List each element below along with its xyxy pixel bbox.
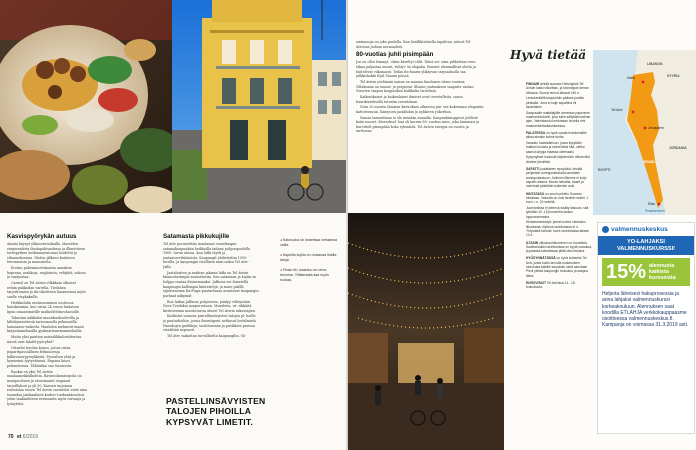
- article-text: [356, 60, 484, 202]
- paragraph: eminnuoja on joka puolella. Kun lionfliktialuella tapahtuu, näissä Tel Avivissa juduua normaalisti.: [356, 40, 471, 49]
- map-label-red-sea: Punainenmeri: [645, 209, 665, 213]
- caption-item: [280, 268, 338, 282]
- caption-text: Katuruoka on israelissa vertaansa vailla.: [280, 238, 337, 247]
- map-label-jerusalem: Jerusalem: [648, 126, 664, 130]
- food-illustration: [0, 0, 172, 213]
- fact-item: [526, 141, 592, 154]
- paragraph: Tel Avivin yöelämän maine on maassa kuuluisen viime vuosina. Villakuinia on tonnai- ja perjantai- illoinin juuttaaksen saapatte vaolan. Nuorten saapuu kaupunkiin kuikkalta Israelista.: [356, 79, 475, 94]
- building-illustration: [172, 0, 347, 213]
- map-label-israel: ISRAEL: [643, 160, 656, 164]
- folio: [8, 434, 38, 440]
- photo-captions: [280, 238, 338, 282]
- paragraph: Tel Aviv perustettiin muutamat vuosittaapin satamakaupunkiin heikkoilla taifaan pohjoispuolella 1900- luvun alussa, kun luffa täytti ja jautaatuvettulaisista. Kaupungit yhdistettiin 1950- luvulla, ja kaupungin virallinen nimi onkin Tel Aviv - Jaffa.: [163, 242, 250, 269]
- map-label-egypt: EGYPTI: [598, 168, 611, 172]
- paragraph: Tel Aviv vaikuttaa turvalliselta kaupungilta. Vä-: [167, 334, 246, 339]
- ad-brand-bar: [598, 223, 694, 236]
- fact-text: Kysymykset kuuluvat käytännöön rikkarnöliä tärvitse jännittää.: [526, 155, 590, 164]
- caption-bullet-icon: ◂: [280, 238, 283, 242]
- caption-text: Kapeilla kujilla on mukavaa lhailla taloja.: [280, 253, 337, 262]
- fact-label: EUROVISIOT: [526, 280, 547, 285]
- section-heading: 80-vuotias juhli pisimpään: [356, 51, 434, 59]
- fact-text: Saapuvalle mattallajälle annetaan paperinen maahantulokortti, joka tulee säilyttää mathan ajan. Valmistaudu kertomaan huvella rimi maahantulotarkastuksessa.: [526, 110, 591, 128]
- left-page: [0, 0, 347, 450]
- advertisement[interactable]: [597, 222, 695, 434]
- paragraph: Jaatalaisten ja arabien jakama laffa on Tel Avivin kiinnostavimpia asuinalueita. Sen satamaan ja kujiin on helppo rantaa iltaisemmaksi. Jaffassa voi ihmetellä kaupungin kallempia kiinteistöjä, ja mare päällä sijaitseavana Ha'Pisga-puutarhassa avautuvat kaupungin parhaat näkymät.: [163, 270, 259, 298]
- fact-label: FINNAIR: [526, 82, 540, 86]
- caption-item: [280, 253, 338, 262]
- night-street-illustration: [348, 213, 504, 450]
- caption-item: [280, 238, 338, 247]
- fact-label: SAPATTI: [526, 167, 540, 172]
- fact-item: [526, 167, 592, 188]
- info-facts: [526, 82, 592, 427]
- map-label-syria: SYYRIA: [667, 74, 680, 78]
- fact-text: Tel Avivissa 14.- 18. toukokuuta.: [526, 280, 576, 290]
- paragraph: Kurkistat sonnien pastellinsävyisten talojen pi- hoille ja puutarheihin, joissa ilmentipuut notkuvat hedelmistä. Hauskojen graffiteja, taulchustaan ja putikkien parissa vierähtää nopeasti.: [163, 314, 257, 333]
- section-heading: Kasvispyörykän autuus: [7, 233, 77, 240]
- ad-brand: valmennuskeskus: [611, 226, 668, 233]
- ad-body: Helpota läheisesi hakuprosessia ja anna lahjaksi valmennuskurssi korkeakouluun. Alennuksen saat koodilla ETLAHJA verkkokauppaasme osoitteessa valmennuskeskus.fi. Kampanja on voimassa 31.3.2019 asti.: [602, 291, 689, 329]
- paragraph: Ron laikaa Jaffassa pohjoiseen, päätyy viihtyisään Neve Tzedekin naapurustoon. Muraleita, vä- rikkäitä kivitoseemia moodostavia alueet Tel Avivin rakentajien.: [163, 299, 256, 313]
- food-photo: [0, 0, 172, 213]
- issue-number: 6/2019: [22, 434, 39, 440]
- fact-item: [526, 206, 592, 219]
- fact-label: ILTASIN: [526, 240, 539, 245]
- map-label-tel-aviv: Tel Aviv: [611, 108, 623, 112]
- fact-item: [526, 192, 592, 205]
- haifa-dot: [642, 81, 645, 84]
- fact-text: lentää suoraan Helsingistä Tel Aviviin kaksi viikoittain, ja Norwegian kerran viikossa. Suorat lennot alkavat 150 e.: [526, 82, 589, 95]
- map-label-jordan: JORDANIA: [669, 146, 687, 150]
- paragraph: Carmel on Tel Avivin vilkkkain ulkoiset ertäin pakkadan varrella. Tiedahen tarjoittomien ja iki-vikoitteen haarasenaa myös suelle etsykaksille.: [7, 281, 86, 299]
- israel-map: [593, 50, 696, 215]
- magazine-name: et: [16, 434, 22, 440]
- paragraph: Ainiini käynyt ylikasvisruokailla. Mareiden etamuvadrita ilmitapahtuadessa ja illimetiteen torttipyttien hetkiamaristomat hoidettii ja vihannekseissa. Niiden jälkeen kasketen leivonnaisia ja maasatotta.: [7, 242, 86, 265]
- fact-item: [526, 220, 592, 237]
- section-harbor: [163, 233, 259, 393]
- section-street-food: [7, 233, 87, 428]
- fact-label: PALATESSA: [526, 130, 546, 135]
- ad-discount: 15%: [606, 261, 647, 284]
- ad-headline: YO-LAHJAKSI VALMENNUSKURSSI!: [598, 236, 694, 255]
- fact-text: Hintaesimerkkejä: pienet kolme ostoksien liikuntasta, ölyttova ravintolassa ei n. Yhtyvästä kahvila: tuore ravintolassa alkaen 13 e.: [526, 220, 590, 238]
- fact-text: juutalainen lepopäivä, kestää perjantain auringonlaskusta lauantain auringonlaskuun. Julkinen liikenne ei kulje sapatin aikana. Monta hahattia, baarit ja ravintolat pidettään kuitenkin auki.: [526, 167, 587, 189]
- fact-item: [526, 111, 592, 128]
- info-box-title: Hyvä tietää: [510, 48, 587, 62]
- paragraph: Erotun puhenmoottimaista annaksie heprana, arahkoja, englaiseta, vehtjätä, sakssa ja surajustaa.: [7, 266, 86, 280]
- section-heading: Satamasta pikkukujille: [163, 233, 230, 240]
- fact-item: [526, 131, 592, 140]
- fact-text: on hyvä varata lentokentälle aikaa ainakin kolme tuntia.: [526, 130, 587, 140]
- brand-logo-icon: [602, 226, 609, 233]
- map-label-haifa: Haifa: [627, 76, 635, 80]
- page-number: 70: [8, 434, 14, 440]
- paragraph: Ruokia on yksi Tel Avivin maalaamekkulkohtia. Ravintolaraatayoila on monipuolinen ja erinomaiset vegaanit tarjoillukset ja yli 50. Kausen tarjotaan ravintolaa toisen Tel Avivin ravintolat eivät aina tosandaa janikaalinen kosher-ruokasäännössä, joten taaksaihteen ravinnasta myös turvaaja ja lyönyttäsi.: [7, 369, 87, 406]
- fact-text: on hyvä kutistella Tel Aviv, joista kukin tarvoita mukanoiden ravintolaa kaikille sarjuksiin sekä sanotaan. Pieni yleisia kaupungin toukokuu ja saapuu tieksi.: [526, 256, 589, 278]
- fact-item: [526, 241, 592, 254]
- eilat-dot: [658, 203, 661, 206]
- fact-text: vilkossa liikkuminen on turvallista. Saattuoidukki ravintoloissa on syytä varautua, ja jaasska kaivattavaa pitää olla mukana.: [526, 240, 592, 254]
- night-street-photo: [348, 213, 504, 450]
- fact-item: [526, 281, 592, 290]
- map-shape: [593, 50, 696, 215]
- map-label-eilat: Eilat: [648, 202, 655, 206]
- fact-text: Juomarahaa ei yleensä sisälly laskuun, sitä lyhdään 10 -15 prosenttia laskun loppusummasta.: [526, 205, 589, 219]
- fact-item: [526, 96, 592, 109]
- article-text: [163, 242, 259, 392]
- fact-item: [526, 82, 592, 95]
- intro-text: [356, 40, 484, 50]
- map-label-lebanon: LIBANON: [647, 62, 663, 66]
- jerusalem-dot: [644, 127, 647, 130]
- right-page: [348, 0, 696, 450]
- article-text: [7, 242, 87, 427]
- paragraph: Samaa lammelmaa ei ole missään muualla. Kaupunkimoppiset juhlivat kaiin nuoret. Kierroksel- lani oli kerran 80- vuotias mies, joka hummasi ja hurvitteli pisimpään koko ryhmästä. Tel Avivin energia on vuosta ja tarttuvaa.: [356, 115, 480, 134]
- fact-text: Lentokentältä kaupunkiin pääsee junalla pirakalla. Juna ei kulje sapattina eli lauantaisin.: [526, 96, 584, 109]
- ad-discount-text: alennusta kaikista kursseista: [649, 262, 676, 282]
- fact-item: [526, 155, 592, 164]
- pull-quote: PASTELLINSÄVYISTEN TALOJEN PIHOILLA KYPSYVÄT LIMETIT.: [166, 396, 266, 427]
- fact-label: HYÖDYNNÄTÄSSÄ: [526, 256, 556, 261]
- ad-discount-block: [602, 258, 690, 286]
- section-nightlife: [356, 40, 484, 205]
- caption-text: Tedan fin- kaantuu on remo turvelna. Ylläkersata saa myös ruokaa.: [280, 268, 329, 282]
- yellow-building-photo: [172, 0, 347, 213]
- paragraph: Joe on ollut lemmyt, olisin käveltyt välit. Tahoi sei- näm pihkettam even takaa paljastaa muuri, viihtyi- sä ulapaha. Ihmiset ulenmallisat olotta ja huitelevat viikataasti. Tedan fin-baarin ylikäyvan tarjoaaluolla taa julkkiskokki Eyal Shanin pöissä.: [356, 60, 476, 79]
- paragraph: Mutta yksi puuttuu matsalikkulortokertaa. missä ovat falafel-pyörykät?: [7, 335, 83, 344]
- paragraph: Herkkuhilin rautasuominen oostiossa hauskienmin, kuo ostaa 24 euron hintaisen lipun omaneimieille matkoilehtinrohaeoille.: [7, 300, 80, 314]
- fact-text: Varaudu haastatteluun, jossa kysytään matkan kulusta ja esimerkiksi sitä, oletko saanut lahjoja maassa olleessasi.: [526, 141, 585, 154]
- paragraph: Noin 20 nuoren ihmisen kierroksen alkaessa päi- see kokemaan elegantin kattoterassin, hämyisen jazzklubin ja nykkiven yökerhon.: [356, 105, 484, 114]
- tel-aviv-dot: [632, 111, 635, 114]
- fact-label: HINTATASO: [526, 191, 545, 196]
- fact-item: [526, 256, 592, 277]
- caption-bullet-icon: ◂: [280, 253, 283, 258]
- paragraph: Kaikenikaiset ja kaikenlaiset ihmiset ovat tervetulleita, sanoo baarikiereksellä tutustin ravintolaan.: [356, 94, 463, 104]
- paragraph: Tahustan näkkiäisi muunkuokoolevilla ja kiltekymenttesiä tartoomaolla pelmuaiilla hanniaane-vaikutta. Huuhdon mehmvät manit kärpoiinmehaoilla gyalmattomemanmehailla.: [7, 315, 84, 334]
- caption-bullet-icon: ◂: [280, 268, 283, 273]
- fact-text: on suurin piirtein Suomen hintataso. Valuutta on uusi Israelin sekeli. 1 euro = n. 20 sekeliä.: [526, 191, 589, 205]
- paragraph: Ostaeloi tyrolan kuuoo, joissa ostaa puparitpassaillisen feltmuorisja kilktremerpyörykköitä. Pyuralsen yhtä ja hymienmi tyytyväisenä. Rupana kuori, pehmeäsissa. Tällaisiksi saa Suomesta.: [7, 345, 76, 368]
